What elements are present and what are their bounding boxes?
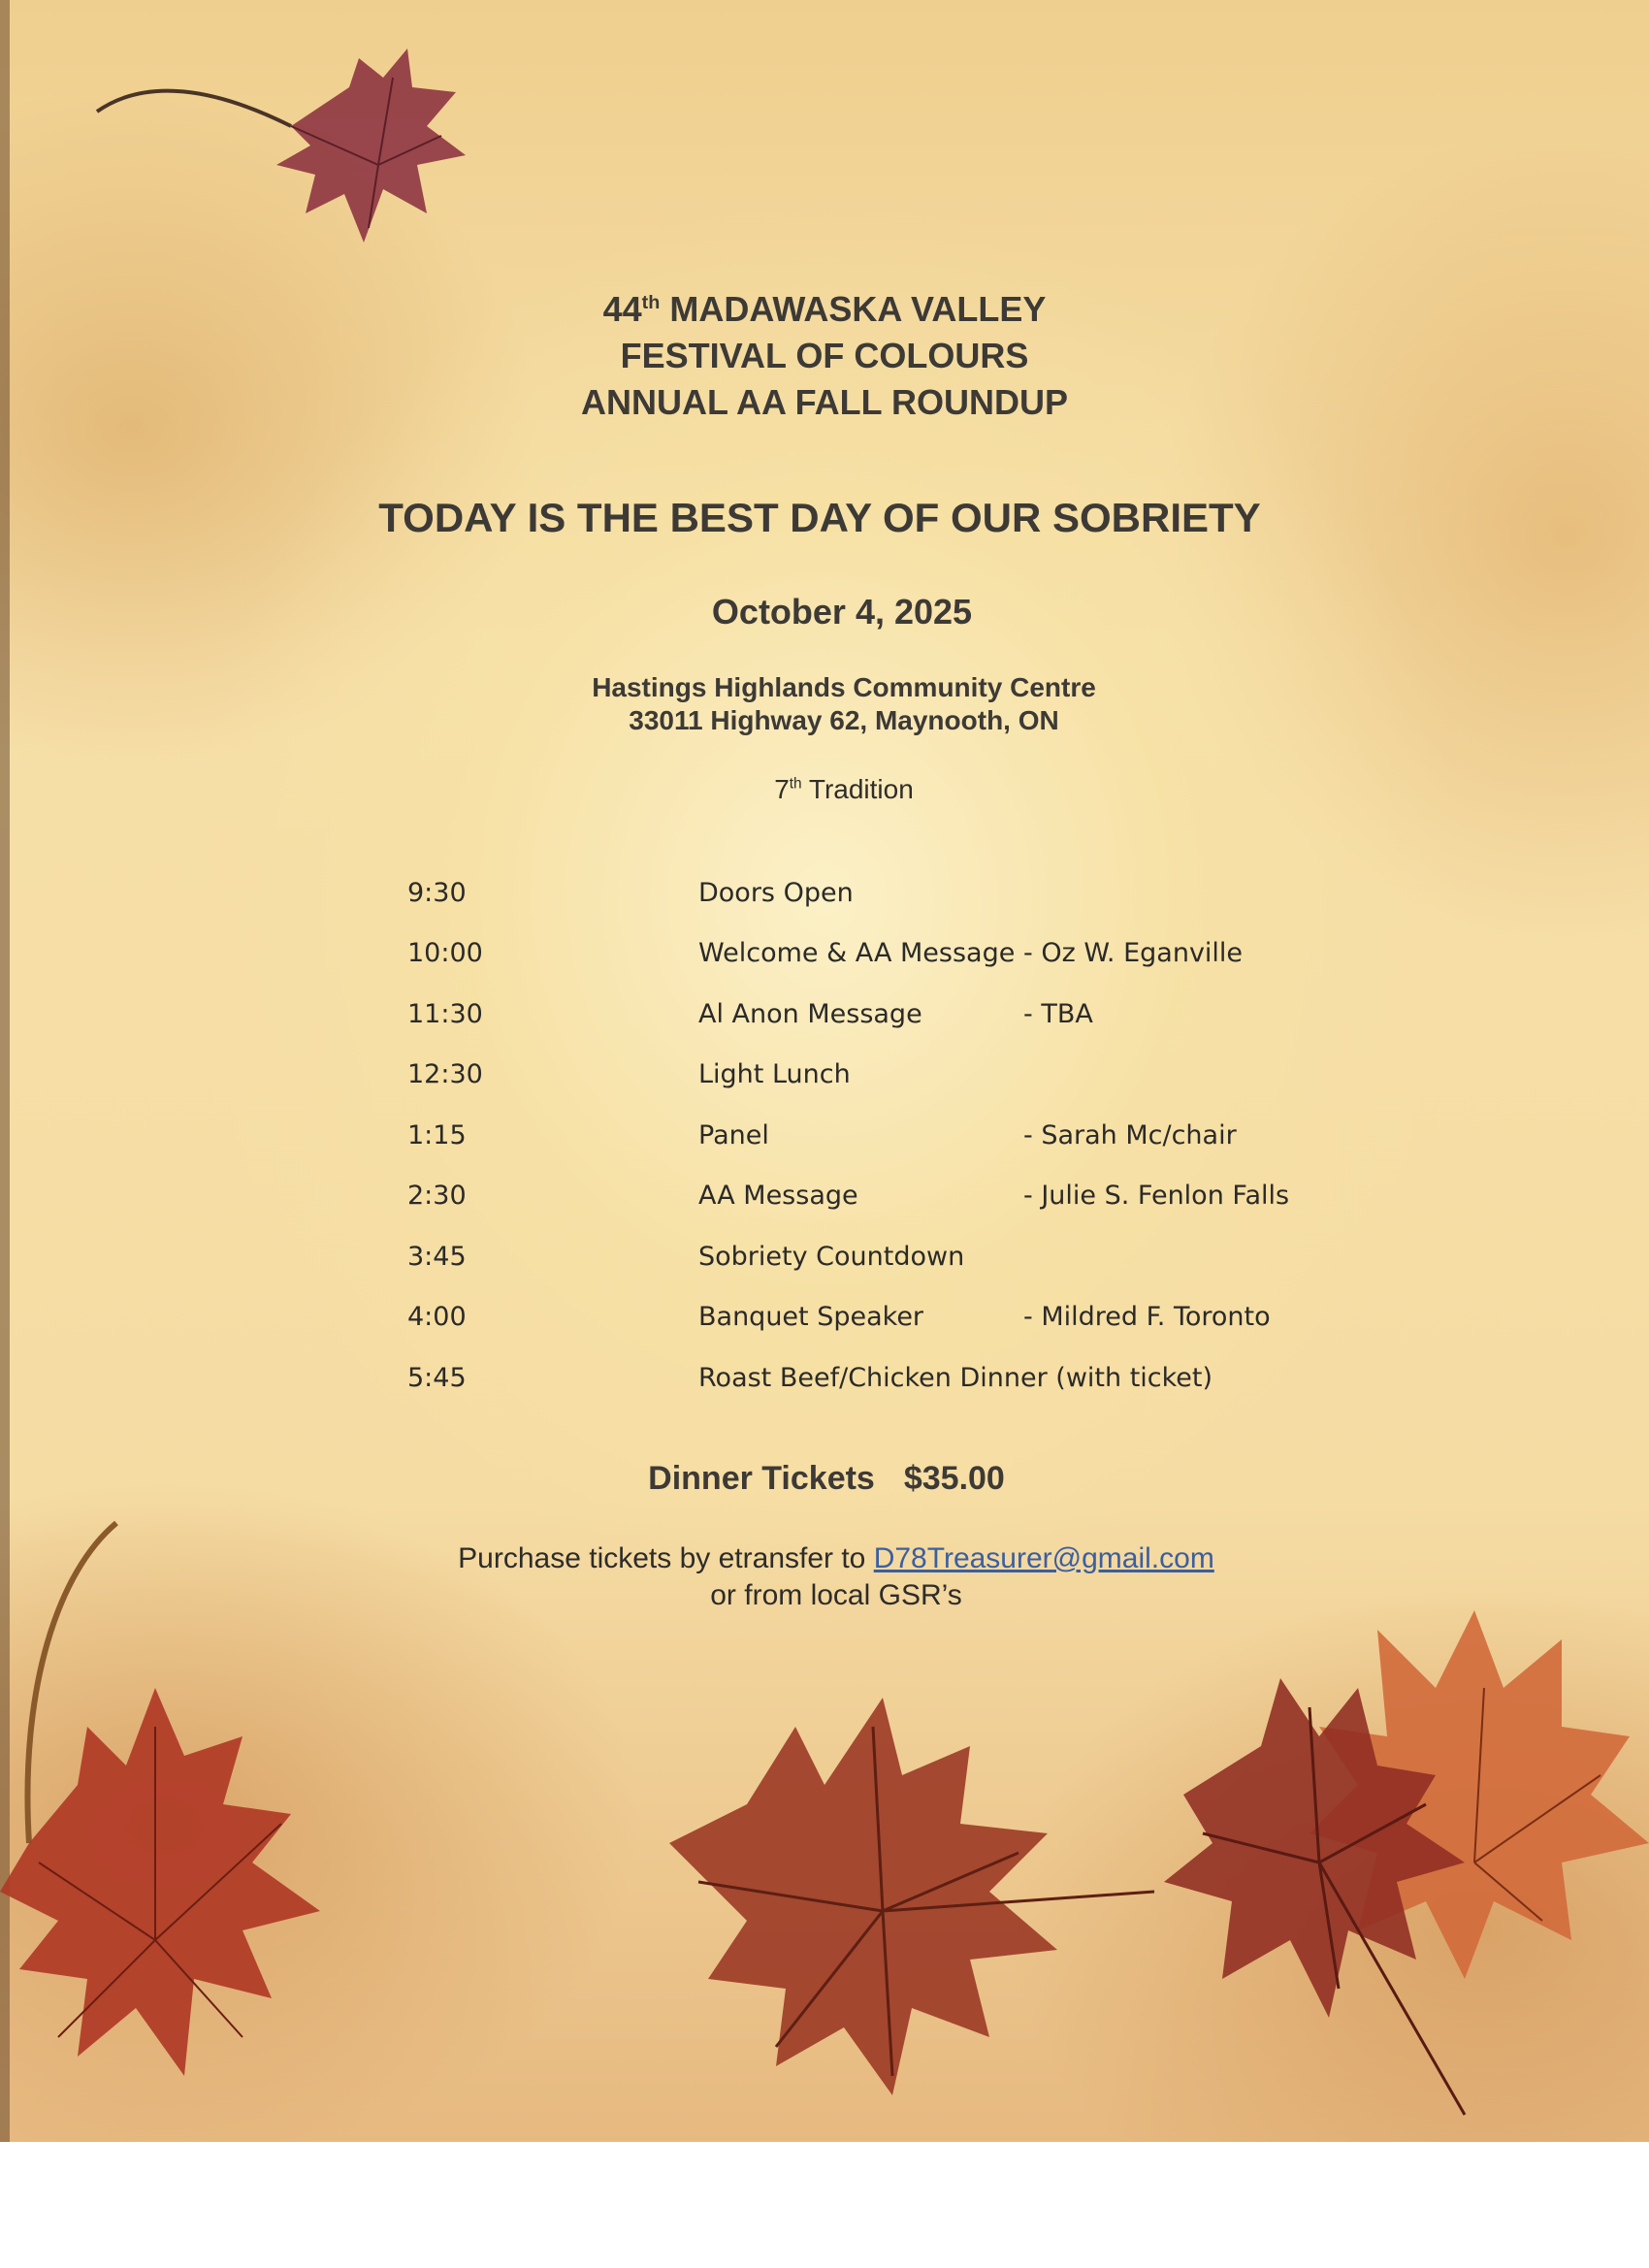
schedule-time: 1:15	[407, 1120, 467, 1150]
event-title-line1: 44th MADAWASKA VALLEY	[602, 289, 1047, 329]
venue-name: Hastings Highlands Community Centre	[592, 672, 1096, 702]
schedule-event: Roast Beef/Chicken Dinner (with ticket)	[698, 1363, 1213, 1393]
event-date: October 4, 2025	[711, 592, 973, 632]
theme-heading: TODAY IS THE BEST DAY OF OUR SOBRIETY	[378, 495, 1261, 540]
schedule-row	[0, 1059, 1649, 1098]
maple-leaf-icon	[630, 1669, 1174, 2124]
schedule-speaker: - Mildred F. Toronto	[1023, 1302, 1271, 1332]
schedule-row	[0, 1242, 1649, 1280]
schedule-row	[0, 938, 1649, 977]
schedule-row	[0, 1120, 1649, 1159]
schedule-row	[0, 1363, 1649, 1402]
maple-leaf-icon	[1145, 1571, 1649, 2142]
schedule-event: Doors Open	[698, 878, 854, 908]
schedule-speaker: - Julie S. Fenlon Falls	[1023, 1181, 1290, 1211]
schedule-time: 12:30	[407, 1059, 483, 1089]
schedule-time: 4:00	[407, 1302, 467, 1332]
schedule-row	[0, 878, 1649, 917]
email-link[interactable]: D78Treasurer@gmail.com	[873, 1542, 1214, 1574]
schedule-time: 2:30	[407, 1181, 467, 1211]
schedule-speaker: - Sarah Mc/chair	[1023, 1120, 1237, 1150]
schedule-time: 9:30	[407, 878, 467, 908]
schedule-time: 11:30	[407, 999, 483, 1029]
schedule-event: Al Anon Message	[698, 999, 922, 1029]
schedule-event: Sobriety Countdown	[698, 1242, 965, 1272]
schedule-row	[0, 1181, 1649, 1219]
schedule-event: Banquet Speaker	[698, 1302, 924, 1332]
seventh-tradition: 7th Tradition	[774, 774, 914, 804]
schedule-row	[0, 1302, 1649, 1341]
event-title-line3: ANNUAL AA FALL ROUNDUP	[581, 382, 1068, 422]
schedule-event: Light Lunch	[698, 1059, 851, 1089]
purchase-info	[12, 1542, 1649, 1575]
schedule-event: Panel	[698, 1120, 769, 1150]
purchase-text: Purchase tickets by etransfer to	[458, 1542, 874, 1574]
schedule-row	[0, 999, 1649, 1038]
purchase-alternative: or from local GSR’s	[710, 1579, 962, 1611]
schedule-event: Welcome & AA Message	[698, 938, 1016, 968]
schedule-time: 3:45	[407, 1242, 467, 1272]
event-title-line2: FESTIVAL OF COLOURS	[620, 336, 1029, 375]
schedule-time: 10:00	[407, 938, 483, 968]
dinner-tickets	[2, 1460, 1649, 1498]
tickets-label: Dinner Tickets	[648, 1460, 875, 1497]
schedule-time: 5:45	[407, 1363, 467, 1393]
schedule-event: AA Message	[698, 1181, 858, 1211]
venue-address: 33011 Highway 62, Maynooth, ON	[629, 705, 1059, 735]
tickets-price: $35.00	[903, 1460, 1005, 1497]
schedule-speaker: - TBA	[1023, 999, 1093, 1029]
schedule-speaker: - Oz W. Eganville	[1023, 938, 1244, 968]
